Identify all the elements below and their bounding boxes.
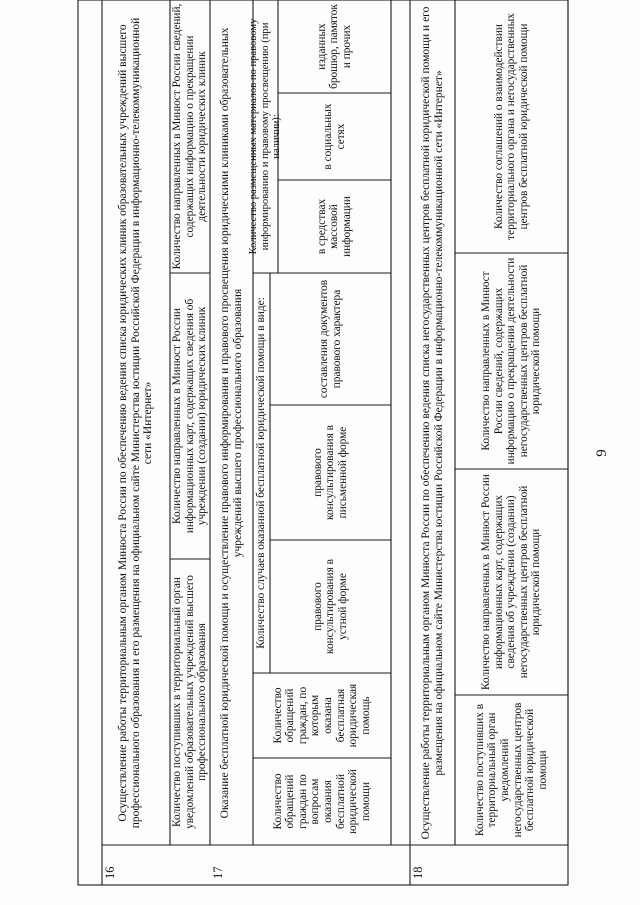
section-18-title: Осуществление работы территориальным органом Минюста России по обеспечению ведения списка негосударственных центров бесплатной юридической помощи и его размещения на официальном сайте Министерства юстиции Российской Федерации в информационно-телекоммуникационной сети «Интернет»	[420, 6, 445, 840]
section-17-case-oral: правового консультирования в устной форме	[311, 559, 349, 654]
section-17-material-media: в средствах массовой информации	[315, 196, 353, 257]
section-18-col-agreements: Количество соглашений о взаимодействии территориального органа и негосударственных центров бесплатной юридической помощи	[492, 13, 530, 240]
section-16-number: 16	[103, 866, 117, 879]
section-17-case-documents: составления документов правового характера	[317, 279, 343, 399]
section-17-group-materials: Количество размещенных материалов по правовому информированию и правовому просвещению (при наличии):	[247, 18, 283, 255]
section-16-col-notifications: Количество поступивших в территориальный орган уведомлений образовательных учреждений высшего профессионального образования	[171, 575, 209, 829]
section-16-col-info-cards: Количество направленных в Минюст России информационных карт, содержащих сведения об учреждении (создании) юридических клиник	[171, 298, 209, 534]
section-18-col-termination: Количество направленных в Минюст России сведений, содержащих информацию о прекращении деятельности негосударственных центров бесплатной юридической помощи	[480, 257, 543, 465]
section-17-title: Оказание бесплатной юридической помощи и осуществление правового информирования и правового просвещения юридическими клиниками образовательных учреждений высшего профессионального образования	[219, 27, 244, 819]
section-18-col-notifications: Количество поступивших в территориальный орган уведомлений негосударственных центров бесплатной юридической помощи	[473, 702, 549, 838]
section-17-col-provided: Количество обращений граждан, по которым оказана бесплатная юридическая помощь	[271, 683, 372, 748]
page-number: 9	[594, 449, 610, 457]
section-17-material-social: в социальных сетях	[321, 103, 347, 170]
section-17-col-requests: Количество обращений граждан по вопросам оказания бесплатной юридической помощи	[271, 769, 372, 834]
section-18-number: 18	[411, 866, 425, 879]
section-17-group-cases: Количество случаев оказанной бесплатной юридической помощи в виде:	[255, 297, 268, 649]
section-17-case-written: правового консультирования в письменной форме	[311, 425, 349, 520]
section-16-col-termination: Количество направленных в Минюст России сведений, содержащих информацию о прекращении деятельности юридических клиник	[171, 3, 209, 270]
section-18-col-info-cards: Количество направленных в Минюст России информационных карт, содержащих сведения об учреждении (создании) негосударственных центров бесплатной юридической помощи	[480, 474, 543, 690]
section-16-title: Осуществление работы территориальным органом Минюста России по обеспечению ведения списка юридических клиник образовательных учреждений высшего профессионального образования и его размещения на официальном сайте Министерства юстиции Российской Федерации в информационно-телекоммуникационной сети «Интернет»	[116, 17, 155, 829]
section-17-number: 17	[211, 866, 225, 879]
section-17-material-brochures: изданных брошюр, памяток и прочих	[315, 4, 353, 89]
